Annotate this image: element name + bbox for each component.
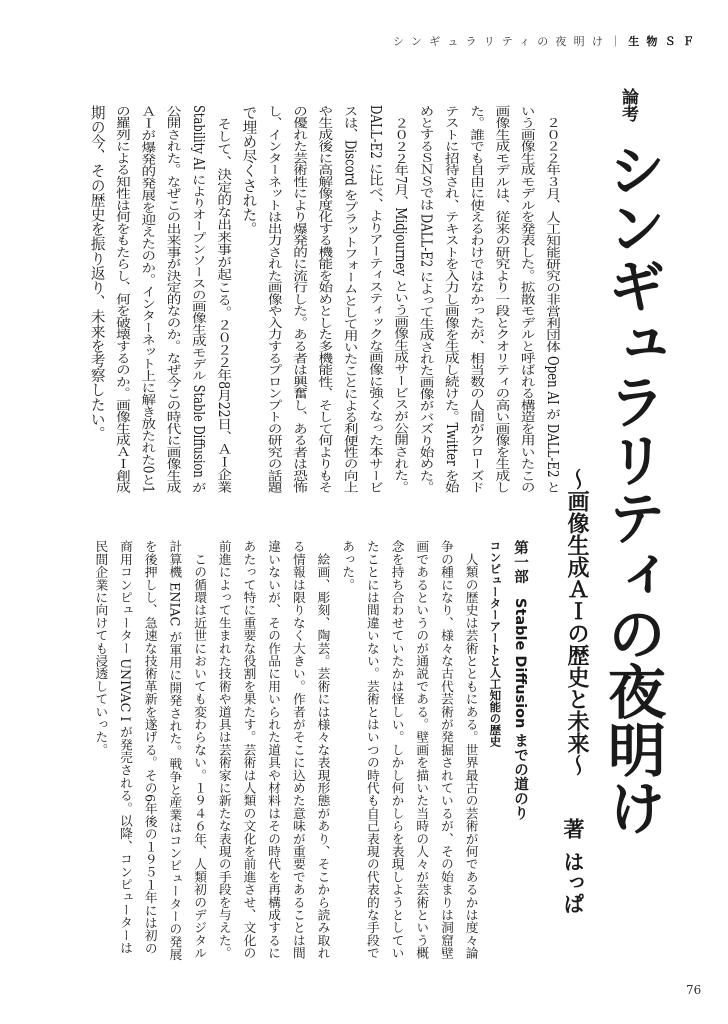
text-column: を後押しし、急速な技術革新を遂げる。その6年後の１９５１年には初の [142, 540, 158, 955]
text-column: 商用コンピューター UNIVAC I が発売される。以降、コンピューターは [118, 540, 133, 954]
text-column: DALL-E2 に比べ、よりアーティスティックな画像に強くなった本サービ [366, 105, 384, 493]
text-column: 念を持ち合わせていたかは怪しい。しかし何かしらを表現しようとしてい [389, 540, 405, 960]
text-column: 画像生成モデルは、従来の研究より一段とクオリティの高い画像を生成し [493, 105, 511, 494]
text-column: 違いないが、その作品に用いられた道具や材料はその時代を再構成するに [266, 540, 282, 960]
text-column: た。誰でも自由に使えるわけではなかったが、相当数の人間がクローズド [468, 105, 486, 494]
running-header [393, 33, 701, 49]
text-column: たことには間違いない。芸術とはいつの時代も自己表現の代表的な手段で [364, 540, 380, 960]
text-column: 計算機 ENIAC が軍用に開発された。戦争と産業はコンピューターの発展 [167, 540, 183, 961]
text-column: ＡＩが爆発的発展を迎えたのか。インターネット上に解き放たれた0と1 [139, 105, 157, 494]
text-column: 人類の歴史は芸術とともにある。世界最古の芸術が何であるかは度々論 [463, 540, 479, 960]
page-number: 76 [686, 983, 702, 997]
text-column: テストに招待され、テキストを入力し画像を生成し続けた。Twitter を始 [442, 105, 460, 494]
author-name: はっぱ [561, 851, 585, 914]
text-column: Stability AI によりオープンソースの画像生成モデル Stable Diffusion が [189, 105, 207, 493]
text-column: めとするＳＮＳでは DALL-E2 によって生成された画像がバズり始めた。 [417, 105, 435, 494]
text-column: 争の種になり、様々な古代芸術が発掘されているが、その始まりは洞窟壁 [438, 540, 454, 960]
text-column: この循環は近世においても変わらない。１９４６年、人類初のデジタル [192, 540, 208, 960]
intro-body-text [84, 105, 565, 598]
running-header-title: シンギュラリティの夜明け｜ [393, 35, 629, 48]
text-column: 画であるというのが通説である。壁画を描いた当時の人々が芸術という概 [414, 540, 430, 960]
article-kicker: 論考 [618, 88, 638, 122]
text-column: あった。 [340, 540, 356, 591]
text-column: る情報は限りなく大きい。作者がそこに込めた意味が重要であることは間 [290, 540, 306, 960]
text-column: や生成後に高解像度化する機能を始めとした多機能性、そして何よりもそ [316, 105, 334, 494]
text-column: し、インターネットは出力された画像や入力するプロンプトの研究の話題 [265, 105, 283, 494]
text-column: 絵画、彫刻、陶芸。芸術には様々な表現形態があり、そこから読み取れ [315, 540, 331, 960]
text-column: スは、Discord をプラットフォームとして用いたことによる利便性の向上 [341, 105, 359, 494]
text-column: いう画像生成モデルを発表した。拡散モデルと呼ばれる構造を用いたこの [518, 105, 536, 494]
part-one-body-text [88, 540, 532, 961]
text-column: ２０２２年7月、Midjourney という画像生成サービスが公開された。 [392, 105, 410, 493]
part-heading: 第一部 Stable Diffusion までの道のり [512, 540, 528, 821]
text-column: そして、決定的な出来事が起こる。２０２２年8月22日、ＡＩ企業 [215, 105, 233, 493]
text-column: 前進によって生まれた技術や道具は芸術家に新たな表現の手段を与えた。 [216, 540, 232, 960]
text-column: 民間企業に向けても浸透していった。 [93, 540, 109, 756]
text-column: 期の今、その歴史を振り返り、未来を考察したい。 [88, 105, 106, 441]
text-column: ２０２２年３月、人工知能研究の非営利団体 Open AI が DALL-E2 と [544, 105, 561, 493]
author-label: 著 [561, 818, 585, 839]
running-header-section: 生物ＳＦ [628, 35, 702, 48]
text-column: あたって特に重要な役割を果たす。芸術は人類の文化を前進させ、文化の [241, 540, 257, 960]
text-column: 公開された。なぜこの出来事が決定的なのか。なぜ今この時代に画像生成 [164, 105, 182, 494]
section-heading: コンピューターアートと人工知能の歴史 [488, 540, 503, 747]
article-title: シンギュラリティの夜明け [598, 140, 666, 836]
text-column: の優れた芸術性により爆発的に流行した。ある者は興奮し、ある者は恐怖 [291, 105, 309, 494]
article-subtitle: ～画像生成ＡＩの歴史と未来～ [564, 468, 590, 776]
author-credit [560, 818, 586, 914]
text-column: で埋め尽くされた。 [240, 105, 258, 237]
text-column: の羅列による知性は何をもたらし、何を破壊するのか。画像生成ＡＩ創成 [113, 105, 131, 494]
